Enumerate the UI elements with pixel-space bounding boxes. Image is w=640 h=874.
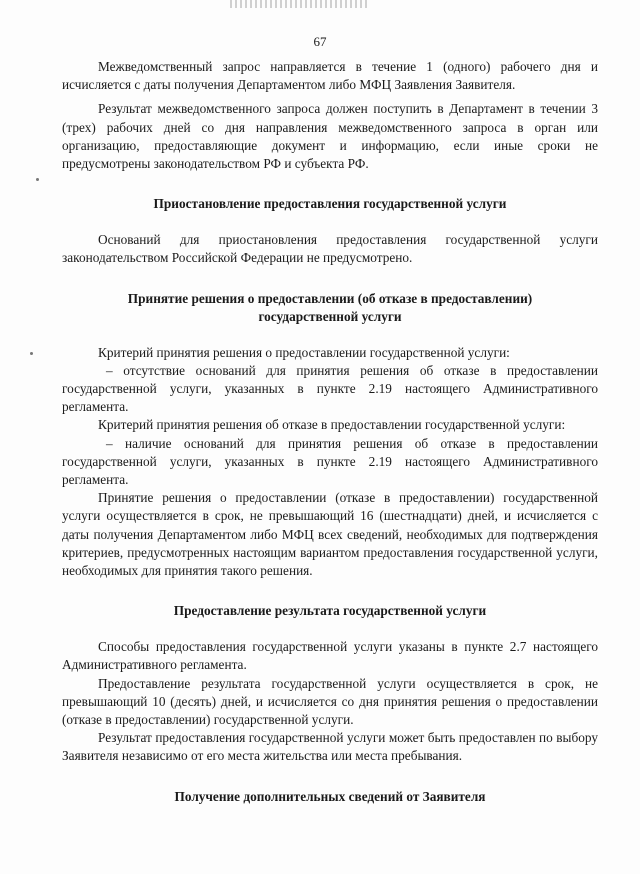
- paragraph-criterion-grant: Критерий принятия решения о предоставлении государственной услуги:: [98, 344, 510, 360]
- list-item-absence-grounds: – отсутствие оснований для принятия решения об отказе в предоставлении государственной услуги, указанных в пункте 2.19 настоящего Административного регламента.: [62, 362, 598, 415]
- heading-additional-info: Получение дополнительных сведений от Заявителя: [174, 788, 486, 804]
- paragraph-decision-term: Принятие решения о предоставлении (отказе в предоставлении) государственной услуги осуществляется в срок, не превышающий 16 (шестнадцати) дней, и исчисляется с даты получения Департаментом либо МФЦ всех сведений, необходимых для подтверждения критериев, предусмотренных настоящим вариантом предоставления государственной услуги, необходимых для принятия такого решения.: [62, 490, 598, 579]
- scan-dot: [30, 352, 33, 355]
- paragraph-interagency-request: Межведомственный запрос направляется в течение 1 (одного) рабочего дня и исчисляется с даты получения Департаментом либо МФЦ Заявления Заявителя.: [62, 59, 598, 93]
- list-item-presence-grounds: – наличие оснований для принятия решения об отказе в предоставлении государственной услуги, указанных в пункте 2.19 настоящего Административного регламента.: [62, 435, 598, 488]
- paragraph-provision-methods: Способы предоставления государственной услуги указаны в пункте 2.7 настоящего Административного регламента.: [62, 639, 598, 673]
- paragraph-no-suspension: Оснований для приостановления предоставления государственной услуги законодательством Российской Федерации не предусмотрено.: [62, 232, 598, 266]
- paragraph-criterion-refusal: Критерий принятия решения об отказе в предоставлении государственной услуги:: [98, 417, 566, 433]
- heading-suspension: Приостановление предоставления государственной услуги: [153, 196, 507, 212]
- paragraph-provision-term: Предоставление результата государственной услуги осуществляется в срок, не превышающий 10 (десять) дней, и исчисляется со дня принятия решения о предоставлении (отказе в предоставлении) государственной услуги.: [62, 675, 598, 728]
- heading-decision: Принятие решения о предоставлении (об отказе в предоставлении) государственной услуги: [127, 290, 533, 324]
- scan-artifact: [230, 0, 370, 8]
- heading-result-provision: Предоставление результата государственной услуги: [173, 603, 487, 619]
- paragraph-request-result: Результат межведомственного запроса должен поступить в Департамент в течении 3 (трех) рабочих дней со дня направления межведомственного запроса в орган или организацию, предоставляющие документ и информацию, если иные сроки не предусмотрены законодательством РФ и субъекта РФ.: [62, 101, 598, 172]
- document-body: [62, 58, 598, 806]
- scan-dot: [36, 178, 39, 181]
- paragraph-provision-place: Результат предоставления государственной услуги может быть предоставлен по выбору Заявителя независимо от его места жительства или места пребывания.: [62, 730, 598, 764]
- page-number: 67: [313, 34, 327, 49]
